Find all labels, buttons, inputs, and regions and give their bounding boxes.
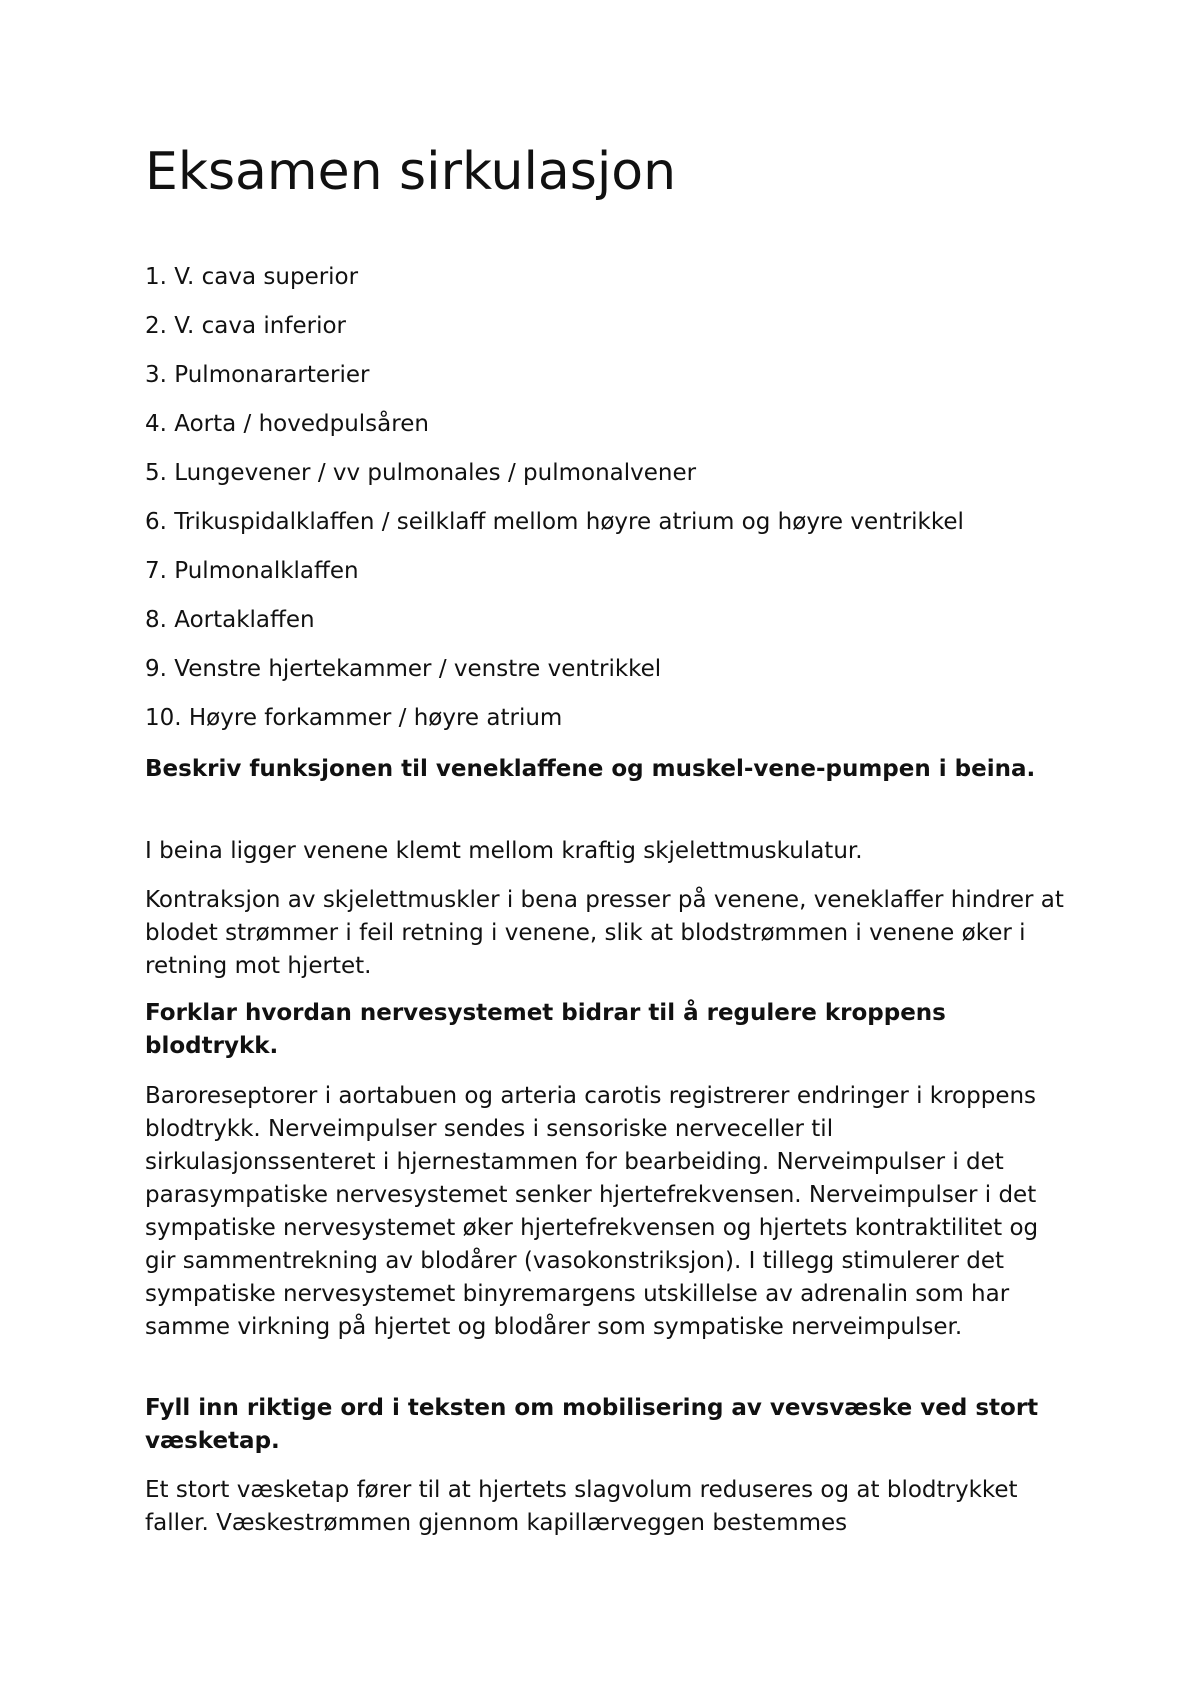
answer-paragraph: Kontraksjon av skjelettmuskler i bena presser på venene, veneklaffer hindrer at blodet strømmer i feil retning i venene, slik at blodstrømmen i venene øker i retning mot hjertet. (145, 887, 1064, 979)
answer-paragraph: Et stort væsketap fører til at hjertets slagvolum reduseres og at blodtrykket faller. Væskestrømmen gjennom kapillærveggen bestemmes (145, 1477, 1018, 1536)
list-item: 10. Høyre forkammer / høyre atrium (145, 705, 563, 731)
question-heading: Fyll inn riktige ord i teksten om mobilisering av vevsvæske ved stort væsketap. (145, 1395, 1039, 1454)
question-heading: Forklar hvordan nervesystemet bidrar til å regulere kroppens blodtrykk. (145, 1000, 946, 1059)
answer-list (145, 262, 1075, 752)
list-item: 4. Aorta / hovedpulsåren (145, 411, 429, 437)
answer-paragraph: I beina ligger venene klemt mellom kraftig skjelettmuskulatur. (145, 838, 863, 864)
list-item: 7. Pulmonalklaffen (145, 558, 359, 584)
list-item: 1. V. cava superior (145, 264, 359, 290)
list-item: 9. Venstre hjertekammer / venstre ventrikkel (145, 656, 662, 682)
list-item: 8. Aortaklaffen (145, 607, 315, 633)
list-item: 2. V. cava inferior (145, 313, 346, 339)
document-title: Eksamen sirkulasjon (145, 142, 677, 202)
list-item: 3. Pulmonararterier (145, 362, 370, 388)
list-item: 6. Trikuspidalklaffen / seilklaff mellom høyre atrium og høyre ventrikkel (145, 509, 964, 535)
list-item: 5. Lungevener / vv pulmonales / pulmonalvener (145, 460, 697, 486)
question-heading: Beskriv funksjonen til veneklaffene og muskel-vene-pumpen i beina. (145, 756, 1036, 782)
answer-paragraph: Baroreseptorer i aortabuen og arteria carotis registrerer endringer i kroppens blodtrykk. Nerveimpulser sendes i sensoriske nerveceller til sirkulasjonssenteret i hjernestammen for bearbeiding. Nerveimpulser i det parasympatiske nervesystemet senker hjertefrekvensen. Nerveimpulser i det sympatiske nervesystemet øker hjertefrekvensen og hjertets kontraktilitet og gir sammentrekning av blodårer (vasokonstriksjon). I tillegg stimulerer det sympatiske nervesystemet binyremargens utskillelse av adrenalin som har samme virkning på hjertet og blodårer som sympatiske nerveimpulser. (145, 1083, 1039, 1340)
